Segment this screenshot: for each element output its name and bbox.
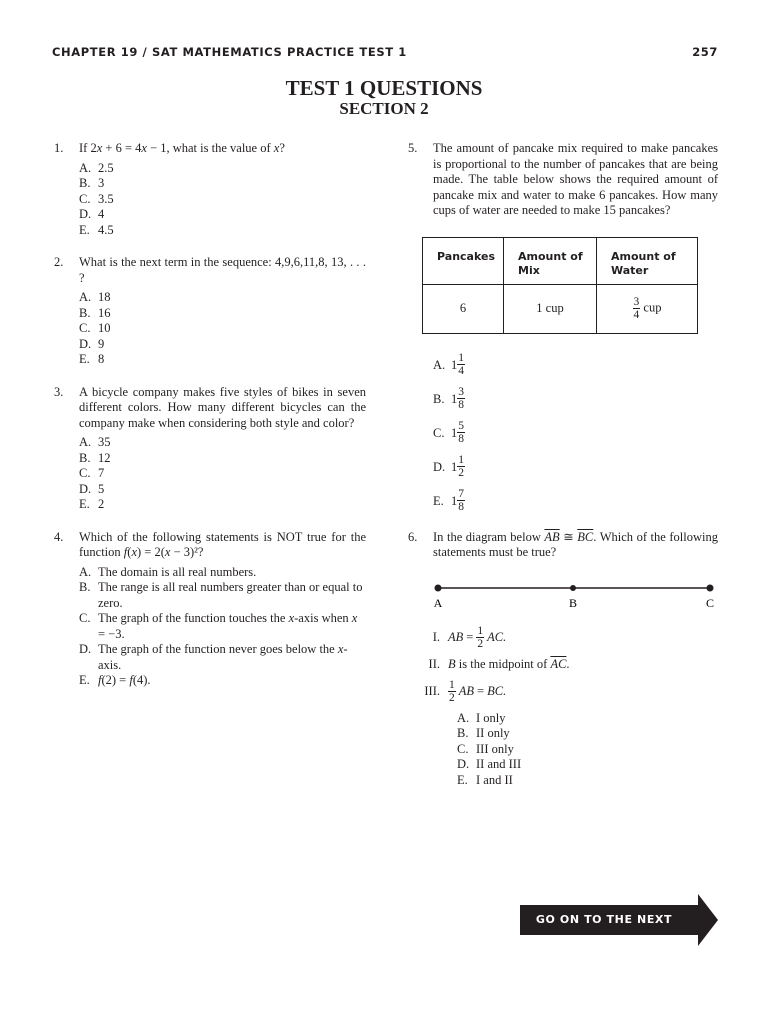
text-run: ≅ [559, 529, 578, 544]
choice-label: A. [433, 357, 446, 372]
chapter-title: CHAPTER 19 / SAT MATHEMATICS PRACTICE TEST 1 [52, 45, 407, 59]
header-water: Amount of Water [597, 237, 698, 284]
choice-c[interactable] [79, 466, 366, 482]
choice-label: A. [457, 710, 470, 725]
choice-d[interactable] [79, 337, 366, 353]
choice-label: B. [79, 450, 91, 465]
page-title: TEST 1 QUESTIONS [285, 76, 483, 100]
choice-text: II and III [476, 757, 522, 771]
choice-label: B. [79, 305, 91, 320]
text-run: In the diagram below [433, 529, 545, 544]
text-run: The graph of the function never goes below the [98, 642, 338, 656]
header-mix: Amount of Mix [504, 237, 597, 284]
choice-text: 5 [98, 481, 105, 496]
denominator: 8 [458, 501, 464, 513]
header-pancakes: Pancakes [423, 237, 504, 284]
cell-pancakes: 6 [423, 284, 504, 333]
text-run: = −3. [98, 626, 125, 641]
variable: x [351, 611, 358, 625]
section-title: SECTION 2 [339, 99, 429, 118]
statement-ii [418, 655, 718, 675]
choice-label: E. [79, 497, 90, 511]
choice-e[interactable] [79, 352, 366, 368]
text-run: ? [279, 141, 285, 155]
answer-choices [79, 435, 366, 513]
choice-c[interactable] [79, 611, 366, 642]
label-c: C [705, 595, 715, 610]
choice-c[interactable] [79, 192, 366, 208]
unit: cup [643, 300, 662, 315]
question-6 [408, 530, 718, 561]
function-name: f [129, 673, 133, 687]
mixed-number [451, 450, 465, 484]
variable: x [96, 141, 103, 155]
choice-label: A. [79, 435, 92, 449]
answer-choices [79, 565, 366, 689]
variable: x [164, 545, 171, 559]
choice-b[interactable] [79, 451, 366, 467]
point-c [707, 584, 714, 591]
fraction [457, 386, 465, 411]
denominator: 8 [458, 399, 464, 411]
choice-d[interactable] [79, 642, 366, 673]
variable: x [337, 642, 344, 656]
text-run: − 1, what is the value of [146, 141, 274, 155]
segment: $\overline{AC}$ [550, 656, 567, 671]
whole: 1 [451, 493, 458, 508]
text-run: -axis. [98, 642, 348, 672]
statements [418, 621, 718, 709]
whole: 1 [451, 357, 458, 372]
choice-label: E. [79, 352, 90, 366]
label-b: B [568, 595, 578, 610]
choice-text [98, 642, 348, 672]
question-number: 1. [54, 141, 64, 155]
equals: = [477, 683, 485, 698]
choice-text: 2 [98, 497, 105, 511]
denominator: 2 [477, 638, 484, 650]
table-row [423, 284, 698, 333]
answer-choices [433, 348, 718, 518]
question-5 [408, 141, 718, 219]
choice-b[interactable] [79, 306, 366, 322]
statement-i [418, 621, 718, 655]
choice-label: E. [79, 673, 90, 687]
variable: x [131, 545, 138, 559]
denominator: 4 [633, 309, 640, 321]
question-number: 5. [408, 141, 418, 155]
whole: 1 [451, 391, 458, 406]
question-number: 6. [408, 529, 418, 544]
label-a: A [433, 595, 443, 610]
choice-text: 3.5 [98, 191, 114, 206]
choice-label: B. [79, 580, 91, 594]
question-number: 3. [54, 384, 64, 399]
choice-c[interactable] [79, 321, 366, 337]
choice-text: I and II [476, 772, 513, 787]
choice-text: 16 [98, 305, 111, 320]
choice-d[interactable] [79, 482, 366, 498]
fraction [457, 488, 465, 513]
choice-text: III only [476, 741, 514, 756]
choice-label: A. [79, 564, 92, 579]
question-text: The amount of pancake mix required to make pancakes is proportional to the number of pancakes that are being made. The table below shows the required amount of pancake mix and water to make 6 pancakes. How many cups of water are needed to make 15 pancakes? [433, 141, 718, 217]
point-a [435, 584, 442, 591]
choice-d[interactable] [433, 450, 718, 484]
choice-e[interactable] [457, 773, 718, 789]
numerator: 1 [458, 352, 464, 364]
text-run: ) = 2( [137, 545, 165, 559]
numerator: 3 [458, 386, 464, 398]
choice-label: C. [79, 466, 91, 480]
table-header-row [423, 237, 698, 284]
numerator: 7 [458, 488, 464, 500]
choice-label: B. [457, 726, 469, 740]
numerator: 1 [477, 625, 484, 637]
segment: AB [448, 629, 464, 644]
question-number: 2. [54, 255, 64, 269]
question-2 [54, 255, 366, 368]
choice-text: 35 [98, 435, 111, 449]
roman-numeral: I. [432, 629, 440, 644]
segment: $\overline{BC}$ [577, 529, 594, 544]
numerator: 1 [458, 454, 464, 466]
fraction [457, 352, 465, 377]
choice-text: 9 [98, 336, 105, 351]
statement-text [448, 679, 506, 704]
choice-d[interactable] [457, 757, 718, 773]
variable: x [141, 141, 147, 155]
segment: AC. [487, 629, 507, 644]
text-run: . [566, 656, 570, 671]
choice-text: 7 [98, 466, 105, 480]
choice-text: The domain is all real numbers. [98, 564, 257, 579]
choice-label: C. [79, 321, 91, 335]
segment: $\overline{AB}$ [544, 529, 560, 544]
text-run: (4). [132, 673, 151, 687]
denominator: 4 [458, 365, 464, 377]
choice-label: A. [79, 160, 92, 175]
text-run: -axis when [294, 611, 352, 625]
mixed-number [451, 416, 465, 450]
denominator: 2 [449, 692, 455, 704]
fraction [457, 454, 465, 479]
choice-d[interactable] [79, 207, 366, 223]
choice-a[interactable] [79, 290, 366, 306]
numerator: 5 [458, 420, 464, 432]
choice-a[interactable] [79, 565, 366, 581]
choice-label: D. [433, 459, 446, 474]
choice-text: 8 [98, 352, 105, 366]
whole: 1 [451, 459, 458, 474]
choice-label: C. [79, 611, 91, 625]
line-segment-diagram [408, 581, 718, 611]
choice-a[interactable] [79, 161, 366, 177]
numerator: 1 [449, 679, 455, 691]
cell-water [597, 284, 698, 333]
choice-text [98, 673, 151, 687]
variable: x [273, 141, 280, 155]
fraction [476, 625, 484, 650]
segment: BC. [487, 683, 507, 698]
choice-label: C. [433, 425, 445, 440]
statement-iii [418, 675, 718, 709]
answer-choices [79, 290, 366, 368]
page-number: 257 [692, 45, 718, 59]
choice-text: 3 [98, 176, 105, 190]
choice-text: 4.5 [98, 222, 114, 237]
numerator: 3 [633, 296, 640, 308]
choice-c[interactable] [433, 416, 718, 450]
choice-text: 12 [98, 450, 111, 465]
fraction [633, 296, 641, 321]
point-b [570, 585, 576, 591]
choice-label: D. [79, 642, 92, 656]
text-run: Which of the following statements is NOT true for the function [79, 529, 366, 559]
question-1 [54, 141, 366, 238]
question-text: What is the next term in the sequence: 4,9,6,11,8, 13, . . . ? [79, 255, 366, 285]
mixed-number [451, 484, 465, 518]
text-run: − 3)²? [170, 545, 204, 559]
equals: = [466, 629, 474, 644]
fraction [448, 679, 456, 704]
choice-text: 18 [98, 290, 111, 304]
whole: 1 [451, 425, 458, 440]
question-4 [54, 530, 366, 689]
choice-e[interactable] [79, 223, 366, 239]
cell-mix: 1 cup [504, 284, 597, 333]
answer-choices [457, 711, 718, 789]
next-page-banner[interactable] [520, 894, 718, 956]
choice-e[interactable] [79, 673, 366, 689]
text-run: is the midpoint of [455, 656, 551, 671]
statement-text [448, 657, 570, 673]
right-column [408, 141, 718, 788]
question-text [433, 530, 718, 561]
fraction [457, 420, 465, 445]
choice-label: A. [79, 290, 92, 304]
choice-text: II only [476, 726, 510, 740]
choice-b[interactable] [79, 176, 366, 192]
choice-e[interactable] [433, 484, 718, 518]
question-text: Which of the following statements is NOT true for the function f(x) = 2(x − 3)²? [79, 529, 366, 559]
mixed-number [451, 382, 465, 416]
function-name: f [98, 673, 102, 687]
choice-label: B. [433, 391, 445, 406]
choice-label: D. [79, 336, 92, 351]
variable: x [288, 611, 295, 625]
question-text [79, 141, 366, 157]
roman-numeral: III. [424, 683, 440, 698]
question-number: 4. [54, 529, 64, 544]
choice-a[interactable] [433, 348, 718, 382]
choice-label: E. [79, 222, 90, 237]
roman-numeral: II. [428, 656, 440, 671]
pancake-table [422, 237, 698, 334]
choice-b[interactable] [433, 382, 718, 416]
choice-text: 10 [98, 321, 111, 335]
text-run: . Which of the following statements must be true? [433, 529, 718, 559]
question-text: A bicycle company makes five styles of bikes in seven different colors. How many different bicycles can the company make when considering both style and color? [79, 384, 366, 430]
choice-text: I only [476, 710, 506, 725]
arrow-right-icon [698, 894, 718, 946]
choice-c[interactable] [457, 742, 718, 758]
choice-text [98, 611, 357, 641]
next-page-label: GO ON TO THE NEXT PAGE [520, 905, 698, 935]
answer-choices [79, 161, 366, 239]
point: B [448, 656, 456, 671]
text-run: + 6 = 4 [102, 141, 142, 155]
denominator: 2 [458, 467, 464, 479]
choice-label: B. [79, 176, 91, 190]
mixed-number [451, 348, 465, 382]
choice-label: D. [79, 481, 92, 496]
question-3 [54, 385, 366, 513]
choice-label: C. [457, 741, 469, 756]
choice-b[interactable] [79, 580, 366, 611]
text-run: The graph of the function touches the [98, 611, 289, 625]
choice-a[interactable] [457, 711, 718, 727]
choice-a[interactable] [79, 435, 366, 451]
choice-e[interactable] [79, 497, 366, 513]
choice-label: E. [433, 493, 444, 508]
running-header [52, 45, 718, 63]
choice-label: C. [79, 191, 91, 206]
segment: AB [458, 683, 475, 698]
text-run: If 2 [79, 141, 97, 155]
choice-text: 2.5 [98, 160, 114, 175]
choice-b[interactable] [457, 726, 718, 742]
choice-label: D. [79, 207, 92, 221]
text-run: (2) = [101, 673, 130, 687]
choice-label: E. [457, 772, 468, 787]
statement-text [448, 625, 506, 650]
left-column [54, 141, 366, 689]
denominator: 8 [458, 433, 464, 445]
choice-text: 4 [98, 207, 105, 221]
choice-label: D. [457, 757, 470, 771]
function-name: f [123, 545, 128, 559]
choice-text: The range is all real numbers greater than or equal to zero. [98, 580, 363, 610]
